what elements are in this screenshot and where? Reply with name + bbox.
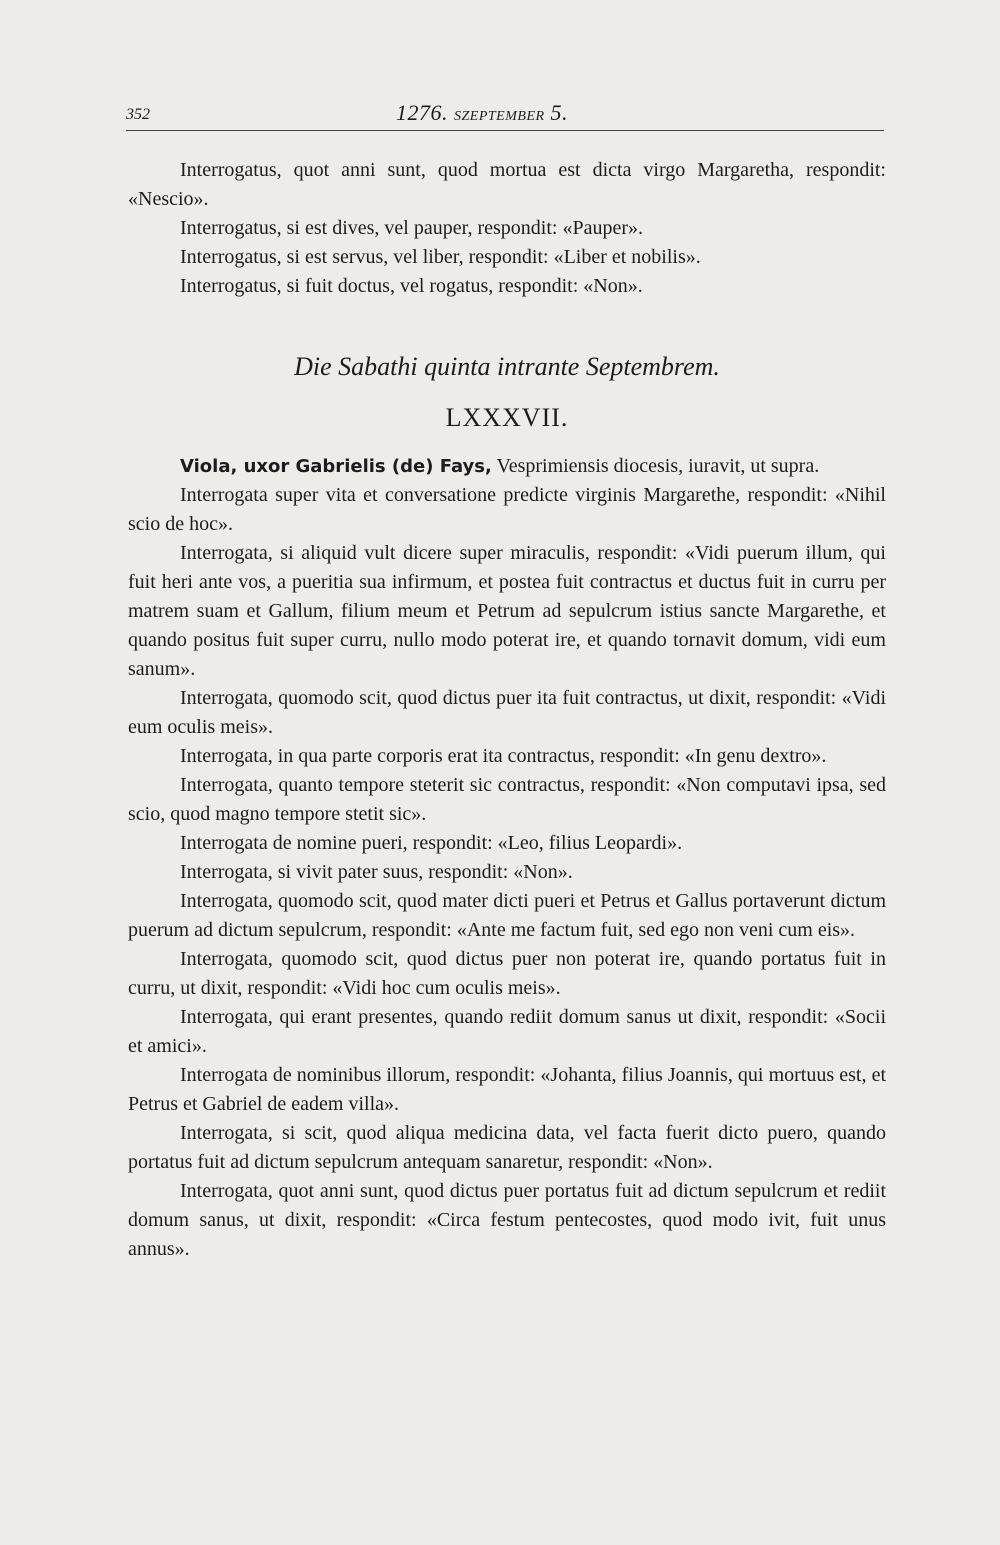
running-head-year: 1276.	[396, 100, 448, 125]
paragraph: Interrogatus, quot anni sunt, quod mortua est dicta virgo Margaretha, respondit: «Nescio».	[128, 159, 886, 210]
witness-description: Vesprimiensis diocesis, iuravit, ut supra.	[491, 455, 820, 477]
paragraph: Interrogata de nomine pueri, respondit: «Leo, filius Leopardi».	[180, 832, 683, 854]
paragraph: Interrogata, quomodo scit, quod dictus puer non poterat ire, quando portatus fuit in curru, ut dixit, respondit: «Vidi hoc cum oculis meis».	[128, 948, 886, 999]
paragraph: Interrogata, si vivit pater suus, respondit: «Non».	[180, 861, 573, 883]
paragraph: Interrogatus, si fuit doctus, vel rogatus, respondit: «Non».	[180, 275, 643, 297]
running-head	[396, 100, 568, 126]
date-heading: Die Sabathi quinta intrante Septembrem.	[294, 352, 720, 381]
section-number: LXXXVII.	[445, 403, 569, 432]
paragraph: Interrogata, si aliquid vult dicere super miraculis, respondit: «Vidi puerum illum, qui fuit heri ante vos, a pueritia sua infirmum, et postea fuit contractus et ductus fuit in curru per matrem suam et Gallum, filium meum et Petrum ad sepulcrum istius sancte Margarethe, et quando positus fuit super curru, nullo modo poterat ire, et quando tornavit domum, vidi eum sanum».	[128, 542, 886, 680]
paragraph: Interrogatus, si est dives, vel pauper, respondit: «Pauper».	[180, 217, 643, 239]
paragraph: Interrogata, quanto tempore steterit sic contractus, respondit: «Non computavi ipsa, sed scio, quod magno tempore stetit sic».	[128, 774, 886, 825]
running-head-month: SZEPTEMBER	[454, 109, 545, 124]
page-header	[126, 100, 884, 131]
paragraph: Interrogata de nominibus illorum, respondit: «Johanta, filius Joannis, qui mortuus est, et Petrus et Gabriel de eadem villa».	[128, 1064, 886, 1115]
paragraph: Interrogata super vita et conversatione predicte virginis Margarethe, respondit: «Nihil scio de hoc».	[128, 484, 886, 535]
paragraph: Interrogata, quot anni sunt, quod dictus puer portatus fuit ad dictum sepulcrum et rediit domum sanus, ut dixit, respondit: «Circa festum pentecostes, quod modo ivit, fuit unus annus».	[128, 1180, 886, 1260]
paragraph: Interrogata, in qua parte corporis erat ita contractus, respondit: «In genu dextro».	[180, 745, 827, 767]
paragraph: Interrogata, qui erant presentes, quando rediit domum sanus ut dixit, respondit: «Socii et amici».	[128, 1006, 886, 1057]
paragraph: Interrogata, quomodo scit, quod dictus puer ita fuit contractus, ut dixit, respondit: «Vidi eum oculis meis».	[128, 687, 886, 738]
paragraph: Interrogata, quomodo scit, quod mater dicti pueri et Petrus et Gallus portaverunt dictum puerum ad dictum sepulcrum, respondit: «Ante me factum fuit, sed ego non veni cum eis».	[128, 890, 886, 941]
witness-name: Viola, uxor Gabrielis (de) Fays,	[180, 456, 492, 477]
running-head-day: 5.	[550, 100, 569, 125]
paragraph: Interrogatus, si est servus, vel liber, respondit: «Liber et nobilis».	[180, 246, 701, 268]
paragraph: Interrogata, si scit, quod aliqua medicina data, vel facta fuerit dicto puero, quando portatus fuit ad dictum sepulcrum antequam sanaretur, respondit: «Non».	[128, 1122, 886, 1173]
page-number: 352	[126, 106, 150, 123]
witness-paragraph	[128, 452, 886, 481]
body-text	[128, 156, 886, 1264]
